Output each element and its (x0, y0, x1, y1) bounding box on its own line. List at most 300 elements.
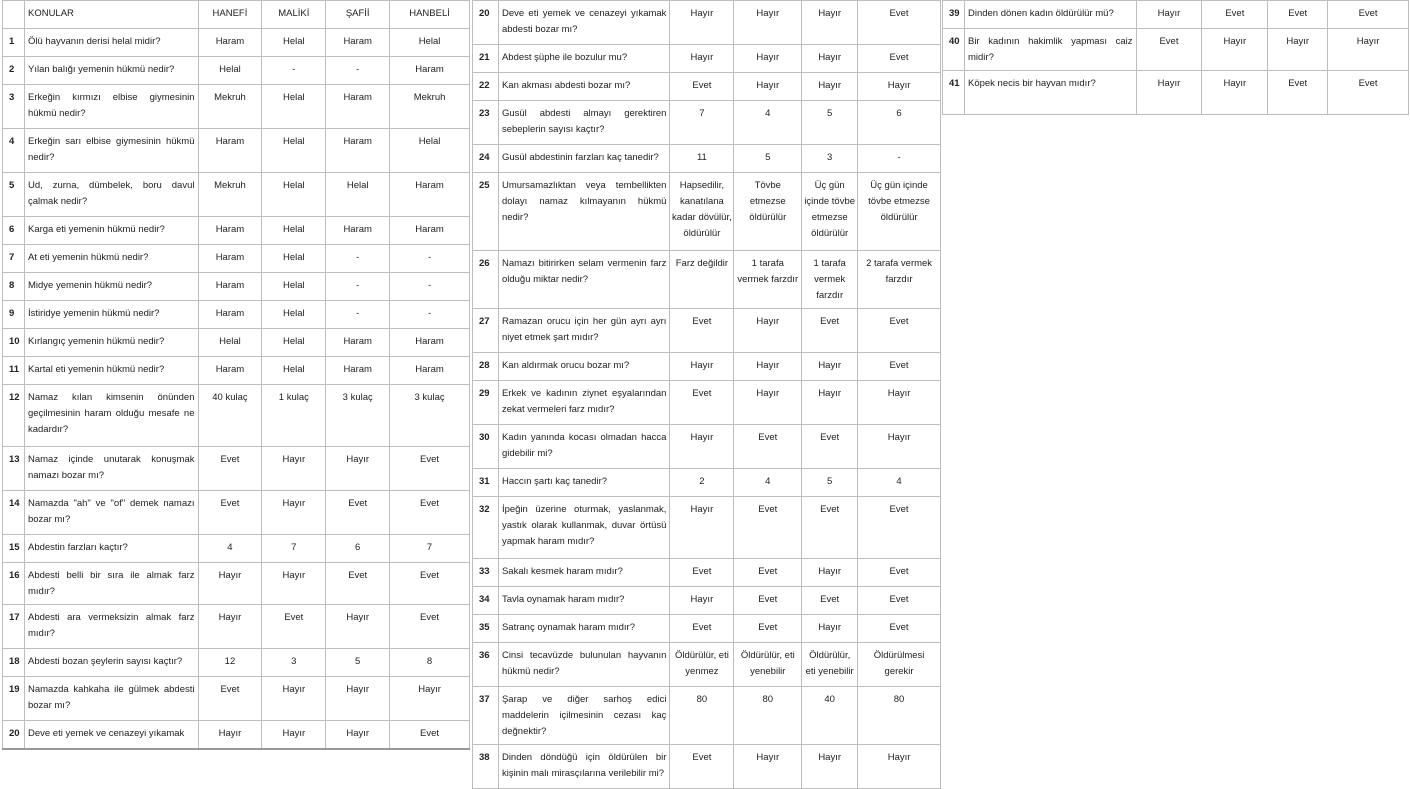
cell-safii: Hayır (326, 447, 390, 491)
cell-maliki: 7 (262, 535, 326, 563)
cell-hanefi: Hayır (670, 1, 734, 45)
row-question: Ölü hayvanın derisi helal midir? (24, 29, 198, 57)
table-row (473, 643, 941, 687)
row-number: 26 (473, 251, 499, 309)
cell-maliki: Hayır (262, 447, 326, 491)
cell-maliki: Öldürülür, eti yenebilir (734, 643, 802, 687)
cell-hanbeli: 3 kulaç (390, 385, 470, 447)
row-question: Şarap ve diğer sarhoş edici maddelerin içilmesinin cezası kaç değnektir? (498, 687, 669, 745)
row-number: 15 (3, 535, 25, 563)
row-number: 32 (473, 497, 499, 559)
row-question: Umursamazlıktan veya tembellikten dolayı namaz kılmayanın hükmü nedir? (498, 173, 669, 251)
row-question: İpeğin üzerine oturmak, yaslanmak, yastık olarak kullanmak, duvar örtüsü yapmak haram mıdır? (498, 497, 669, 559)
cell-hanefi: 40 kulaç (198, 385, 262, 447)
header-maliki: MALİKİ (262, 1, 326, 29)
cell-hanefi: Evet (670, 381, 734, 425)
row-number: 5 (3, 173, 25, 217)
cell-hanefi: Evet (198, 677, 262, 721)
cell-maliki: Evet (262, 605, 326, 649)
table-row (473, 687, 941, 745)
cell-hanefi: Evet (198, 491, 262, 535)
cell-hanefi: Mekruh (198, 85, 262, 129)
table-row (3, 491, 470, 535)
table-row (3, 85, 470, 129)
row-number: 39 (943, 1, 965, 29)
cell-hanefi: Evet (670, 559, 734, 587)
cell-maliki: Helal (262, 245, 326, 273)
cell-hanbeli: 80 (858, 687, 941, 745)
row-number: 20 (473, 1, 499, 45)
row-question: Yılan balığı yemenin hükmü nedir? (24, 57, 198, 85)
row-question: Deve eti yemek ve cenazeyi yıkamak abdesti bozar mı? (498, 1, 669, 45)
cell-hanbeli: Evet (858, 559, 941, 587)
cell-hanbeli: Mekruh (390, 85, 470, 129)
table-row (473, 1, 941, 45)
row-number: 24 (473, 145, 499, 173)
cell-hanefi: Hayır (670, 45, 734, 73)
cell-safii: Hayır (802, 559, 858, 587)
table-row (473, 309, 941, 353)
row-number: 38 (473, 745, 499, 789)
row-number: 11 (3, 357, 25, 385)
cell-hanefi: Evet (670, 615, 734, 643)
row-number: 1 (3, 29, 25, 57)
table-row (3, 677, 470, 721)
cell-hanbeli: Hayır (858, 745, 941, 789)
row-question: Cinsi tecavüzde bulunulan hayvanın hükmü nedir? (498, 643, 669, 687)
cell-safii: Evet (326, 563, 390, 605)
row-number: 3 (3, 85, 25, 129)
row-number: 20 (3, 721, 25, 749)
cell-hanbeli: Hayır (858, 425, 941, 469)
cell-hanbeli: 6 (858, 101, 941, 145)
row-number: 8 (3, 273, 25, 301)
row-number: 40 (943, 29, 965, 71)
cell-hanefi: Haram (198, 217, 262, 245)
cell-maliki: 80 (734, 687, 802, 745)
cell-safii: Evet (802, 587, 858, 615)
cell-safii: Evet (802, 497, 858, 559)
row-question: Kan aldırmak orucu bozar mı? (498, 353, 669, 381)
cell-hanbeli: 2 tarafa vermek farzdır (858, 251, 941, 309)
cell-maliki: Helal (262, 273, 326, 301)
header-hanefi: HANEFİ (198, 1, 262, 29)
row-question: Namaz kılan kimsenin önünden geçilmesinin haram olduğu mesafe ne kadardır? (24, 385, 198, 447)
cell-safii: - (326, 245, 390, 273)
cell-safii: Hayır (802, 745, 858, 789)
cell-hanefi: Haram (198, 357, 262, 385)
header-topics: KONULAR (24, 1, 198, 29)
table-row (3, 129, 470, 173)
cell-safii: 5 (326, 649, 390, 677)
cell-hanbeli: 8 (390, 649, 470, 677)
table-row (473, 425, 941, 469)
row-question: Tavla oynamak haram mıdır? (498, 587, 669, 615)
row-number: 33 (473, 559, 499, 587)
table-row (473, 73, 941, 101)
row-number: 27 (473, 309, 499, 353)
table-row (3, 301, 470, 329)
rulings-table-3 (942, 0, 1409, 115)
cell-hanefi: Hayır (198, 605, 262, 649)
cell-safii: Hayır (326, 605, 390, 649)
cell-hanbeli: Hayır (390, 677, 470, 721)
table-row (473, 251, 941, 309)
row-question: Namazda kahkaha ile gülmek abdesti bozar mı? (24, 677, 198, 721)
row-number: 41 (943, 71, 965, 115)
cell-safii: Haram (326, 357, 390, 385)
row-question: Ud, zurna, dümbelek, boru davul çalmak nedir? (24, 173, 198, 217)
cell-hanefi: Öldürülür, eti yenmez (670, 643, 734, 687)
cell-hanbeli: Haram (390, 173, 470, 217)
row-number: 7 (3, 245, 25, 273)
table-row (473, 101, 941, 145)
table-row (473, 353, 941, 381)
table-row (3, 245, 470, 273)
cell-maliki: 1 tarafa vermek farzdır (734, 251, 802, 309)
table-header-row (3, 1, 470, 29)
cell-maliki: Evet (734, 615, 802, 643)
cell-hanbeli: 7 (390, 535, 470, 563)
cell-safii: 5 (802, 469, 858, 497)
cell-safii: 3 kulaç (326, 385, 390, 447)
cell-hanbeli: Hayır (1328, 29, 1409, 71)
cell-maliki: Helal (262, 173, 326, 217)
cell-maliki: Hayır (734, 353, 802, 381)
cell-safii: Hayır (802, 353, 858, 381)
cell-maliki: Hayır (734, 45, 802, 73)
cell-hanbeli: Evet (858, 45, 941, 73)
table-row (473, 469, 941, 497)
cell-hanefi: 7 (670, 101, 734, 145)
row-question: Deve eti yemek ve cenazeyi yıkamak (24, 721, 198, 749)
table-section-2 (472, 0, 941, 779)
cell-hanbeli: - (390, 301, 470, 329)
cell-safii: Evet (326, 491, 390, 535)
cell-maliki: Evet (734, 497, 802, 559)
cell-safii: - (326, 57, 390, 85)
cell-hanbeli: Üç gün içinde tövbe etmezse öldürülür (858, 173, 941, 251)
cell-maliki: Hayır (734, 381, 802, 425)
cell-maliki: Evet (734, 559, 802, 587)
cell-maliki: 3 (262, 649, 326, 677)
table-row (3, 563, 470, 605)
cell-hanefi: Hayır (670, 425, 734, 469)
cell-hanefi: Hayır (670, 497, 734, 559)
cell-hanefi: Haram (198, 301, 262, 329)
cell-maliki: Hayır (1202, 29, 1268, 71)
table-row (473, 615, 941, 643)
cell-maliki: 5 (734, 145, 802, 173)
cell-hanefi: Haram (198, 129, 262, 173)
cell-hanefi: Evet (198, 447, 262, 491)
cell-safii: - (326, 301, 390, 329)
cell-safii: 3 (802, 145, 858, 173)
row-number: 2 (3, 57, 25, 85)
row-question: Abdesti belli bir sıra ile almak farz mıdır? (24, 563, 198, 605)
table-row (3, 447, 470, 491)
cell-maliki: Evet (1202, 1, 1268, 29)
table-row (3, 649, 470, 677)
row-question: Ramazan orucu için her gün ayrı ayrı niyet etmek şart mıdır? (498, 309, 669, 353)
cell-safii: 40 (802, 687, 858, 745)
cell-maliki: Helal (262, 29, 326, 57)
table-row (3, 357, 470, 385)
table-row (473, 497, 941, 559)
cell-hanefi: 11 (670, 145, 734, 173)
cell-maliki: Hayır (262, 563, 326, 605)
cell-safii: Hayır (326, 721, 390, 749)
cell-hanefi: Hayır (670, 353, 734, 381)
row-question: Namazı bitirirken selam vermenin farz olduğu miktar nedir? (498, 251, 669, 309)
cell-safii: Haram (326, 29, 390, 57)
cell-safii: Hayır (802, 381, 858, 425)
row-question: Erkek ve kadının ziynet eşyalarından zekat vermeleri farz mıdır? (498, 381, 669, 425)
table-row (3, 385, 470, 447)
cell-maliki: 4 (734, 101, 802, 145)
cell-safii: Haram (326, 217, 390, 245)
cell-hanbeli: Evet (858, 309, 941, 353)
cell-safii: Haram (326, 85, 390, 129)
cell-hanefi: Haram (198, 29, 262, 57)
row-number: 10 (3, 329, 25, 357)
row-question: Midye yemenin hükmü nedir? (24, 273, 198, 301)
row-question: Namaz içinde unutarak konuşmak namazı bozar mı? (24, 447, 198, 491)
cell-safii: Hayır (802, 1, 858, 45)
row-question: Bir kadının hakimlik yapması caiz midir? (964, 29, 1136, 71)
row-number: 35 (473, 615, 499, 643)
cell-maliki: Hayır (734, 1, 802, 45)
cell-safii: Hayır (326, 677, 390, 721)
cell-maliki: Helal (262, 129, 326, 173)
cell-hanbeli: Haram (390, 329, 470, 357)
cell-hanbeli: - (858, 145, 941, 173)
table-row (3, 173, 470, 217)
cell-hanefi: Haram (198, 273, 262, 301)
cell-safii: 6 (326, 535, 390, 563)
cell-hanefi: 12 (198, 649, 262, 677)
row-question: İstiridye yemenin hükmü nedir? (24, 301, 198, 329)
cell-maliki: Hayır (734, 309, 802, 353)
cell-hanefi: Hayır (1136, 71, 1202, 115)
cell-maliki: Hayır (262, 721, 326, 749)
row-question: Sakalı kesmek haram mıdır? (498, 559, 669, 587)
table-row (3, 605, 470, 649)
row-question: Gusül abdesti almayı gerektiren sebeplerin sayısı kaçtır? (498, 101, 669, 145)
header-blank (3, 1, 25, 29)
cell-hanbeli: Evet (858, 615, 941, 643)
cell-hanbeli: Evet (858, 1, 941, 45)
table-row (3, 329, 470, 357)
cell-hanefi: Hayır (670, 587, 734, 615)
cell-hanefi: Hayır (198, 721, 262, 749)
cell-maliki: 1 kulaç (262, 385, 326, 447)
row-question: Erkeğin sarı elbise giymesinin hükmü nedir? (24, 129, 198, 173)
cell-safii: Hayır (802, 615, 858, 643)
cell-hanefi: 80 (670, 687, 734, 745)
table-row (3, 57, 470, 85)
table-row (3, 29, 470, 57)
cell-maliki: Helal (262, 301, 326, 329)
cell-maliki: 4 (734, 469, 802, 497)
cell-safii: Evet (1268, 71, 1328, 115)
row-number: 30 (473, 425, 499, 469)
table-row (473, 559, 941, 587)
cell-hanefi: Hapsedilir, kanatılana kadar dövülür, öldürülür (670, 173, 734, 251)
cell-hanbeli: Helal (390, 29, 470, 57)
cell-safii: Evet (802, 425, 858, 469)
row-question: At eti yemenin hükmü nedir? (24, 245, 198, 273)
row-number: 22 (473, 73, 499, 101)
table-row (473, 381, 941, 425)
cell-hanbeli: Evet (390, 721, 470, 749)
row-number: 16 (3, 563, 25, 605)
row-question: Dinden dönen kadın öldürülür mü? (964, 1, 1136, 29)
row-number: 28 (473, 353, 499, 381)
table-row (3, 535, 470, 563)
rulings-table-1 (2, 0, 470, 750)
row-question: Kadın yanında kocası olmadan hacca gidebilir mi? (498, 425, 669, 469)
cell-hanefi: 4 (198, 535, 262, 563)
cell-hanbeli: Hayır (858, 381, 941, 425)
cell-hanbeli: Evet (390, 605, 470, 649)
cell-hanbeli: Haram (390, 357, 470, 385)
cell-hanbeli: Haram (390, 57, 470, 85)
row-number: 31 (473, 469, 499, 497)
row-number: 12 (3, 385, 25, 447)
row-number: 17 (3, 605, 25, 649)
cell-safii: 1 tarafa vermek farzdır (802, 251, 858, 309)
cell-hanbeli: Evet (390, 447, 470, 491)
row-number: 37 (473, 687, 499, 745)
cell-safii: Haram (326, 329, 390, 357)
table-row (943, 29, 1409, 71)
cell-hanbeli: Evet (1328, 71, 1409, 115)
table-row (3, 273, 470, 301)
table-row (473, 587, 941, 615)
table-section-1 (2, 0, 470, 739)
header-hanbeli: HANBELİ (390, 1, 470, 29)
table-row (943, 1, 1409, 29)
row-number: 14 (3, 491, 25, 535)
cell-hanefi: Mekruh (198, 173, 262, 217)
row-question: Köpek necis bir hayvan mıdır? (964, 71, 1136, 115)
cell-hanbeli: 4 (858, 469, 941, 497)
cell-safii: Haram (326, 129, 390, 173)
table-row (473, 145, 941, 173)
row-number: 18 (3, 649, 25, 677)
cell-hanbeli: Öldürülmesi gerekir (858, 643, 941, 687)
cell-maliki: Helal (262, 217, 326, 245)
row-number: 4 (3, 129, 25, 173)
row-number: 9 (3, 301, 25, 329)
cell-hanefi: Evet (1136, 29, 1202, 71)
row-question: Kırlangıç yemenin hükmü nedir? (24, 329, 198, 357)
cell-safii: - (326, 273, 390, 301)
cell-hanefi: Hayır (1136, 1, 1202, 29)
cell-hanbeli: Evet (390, 563, 470, 605)
cell-safii: Helal (326, 173, 390, 217)
cell-maliki: Evet (734, 587, 802, 615)
cell-hanefi: Evet (670, 309, 734, 353)
cell-safii: Üç gün içinde tövbe etmezse öldürülür (802, 173, 858, 251)
cell-safii: Evet (802, 309, 858, 353)
rulings-table-2 (472, 0, 941, 789)
cell-hanbeli: Hayır (858, 73, 941, 101)
cell-hanefi: Evet (670, 745, 734, 789)
row-question: Dinden döndüğü için öldürülen bir kişinin malı mirasçılarına verilebilir mi? (498, 745, 669, 789)
cell-safii: Evet (1268, 1, 1328, 29)
cell-hanbeli: - (390, 273, 470, 301)
row-number: 19 (3, 677, 25, 721)
cell-maliki: Helal (262, 329, 326, 357)
cell-safii: Hayır (802, 73, 858, 101)
cell-hanbeli: - (390, 245, 470, 273)
cell-maliki: - (262, 57, 326, 85)
row-question: Satranç oynamak haram mıdır? (498, 615, 669, 643)
cell-hanefi: 2 (670, 469, 734, 497)
row-number: 6 (3, 217, 25, 245)
cell-maliki: Hayır (1202, 71, 1268, 115)
cell-hanefi: Helal (198, 329, 262, 357)
table-row (943, 71, 1409, 115)
row-question: Kan akması abdesti bozar mı? (498, 73, 669, 101)
cell-hanbeli: Evet (390, 491, 470, 535)
cell-maliki: Hayır (734, 745, 802, 789)
cell-hanbeli: Evet (858, 497, 941, 559)
table-row (473, 173, 941, 251)
table-row (473, 745, 941, 789)
row-number: 23 (473, 101, 499, 145)
cell-maliki: Hayır (262, 677, 326, 721)
cell-hanefi: Farz değildir (670, 251, 734, 309)
cell-safii: Öldürülür, eti yenebilir (802, 643, 858, 687)
cell-hanefi: Evet (670, 73, 734, 101)
table-row (3, 721, 470, 749)
cell-maliki: Tövbe etmezse öldürülür (734, 173, 802, 251)
table-section-3 (942, 0, 1409, 103)
row-question: Namazda "ah" ve "of" demek namazı bozar mı? (24, 491, 198, 535)
row-question: Abdesti ara vermeksizin almak farz mıdır? (24, 605, 198, 649)
cell-maliki: Hayır (262, 491, 326, 535)
row-number: 13 (3, 447, 25, 491)
row-question: Gusül abdestinin farzları kaç tanedir? (498, 145, 669, 173)
cell-maliki: Helal (262, 85, 326, 129)
cell-safii: 5 (802, 101, 858, 145)
cell-hanefi: Hayır (198, 563, 262, 605)
cell-safii: Hayır (1268, 29, 1328, 71)
cell-hanbeli: Evet (1328, 1, 1409, 29)
cell-hanbeli: Haram (390, 217, 470, 245)
row-number: 29 (473, 381, 499, 425)
row-question: Abdesti bozan şeylerin sayısı kaçtır? (24, 649, 198, 677)
row-question: Haccın şartı kaç tanedir? (498, 469, 669, 497)
row-question: Erkeğin kırmızı elbise giymesinin hükmü nedir? (24, 85, 198, 129)
cell-safii: Hayır (802, 45, 858, 73)
table-row (3, 217, 470, 245)
row-question: Karga eti yemenin hükmü nedir? (24, 217, 198, 245)
cell-maliki: Hayır (734, 73, 802, 101)
cell-hanbeli: Evet (858, 587, 941, 615)
row-number: 34 (473, 587, 499, 615)
cell-hanefi: Helal (198, 57, 262, 85)
row-number: 36 (473, 643, 499, 687)
row-question: Kartal eti yemenin hükmü nedir? (24, 357, 198, 385)
cell-maliki: Evet (734, 425, 802, 469)
cell-hanefi: Haram (198, 245, 262, 273)
cell-maliki: Helal (262, 357, 326, 385)
header-safii: ŞAFİİ (326, 1, 390, 29)
